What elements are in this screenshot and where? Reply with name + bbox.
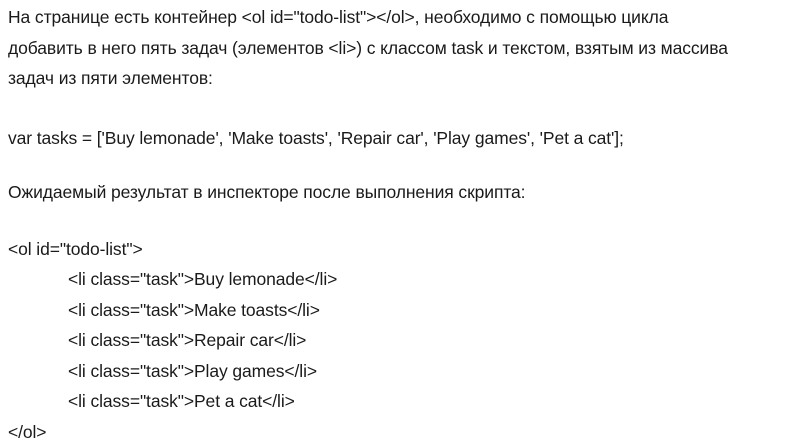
result-list-item: <li class="task">Pet a cat</li> xyxy=(68,391,295,411)
task-description-line-1: На странице есть контейнер <ol id="todo-list"></ol>, необходимо с помощью цикла xyxy=(8,7,669,27)
result-close-tag: </ol> xyxy=(8,422,47,442)
result-list-item: <li class="task">Buy lemonade</li> xyxy=(68,269,338,289)
expected-result-label: Ожидаемый результат в инспекторе после выполнения скрипта: xyxy=(8,182,526,202)
task-description-line-2: добавить в него пять задач (элементов <li>) с классом task и текстом, взятым из массива xyxy=(8,38,728,58)
tasks-array-code: var tasks = ['Buy lemonade', 'Make toasts', 'Repair car', 'Play games', 'Pet a cat']; xyxy=(8,128,624,148)
result-open-tag: <ol id="todo-list"> xyxy=(8,239,143,259)
result-list-item: <li class="task">Play games</li> xyxy=(68,361,317,381)
task-description-line-3: задач из пяти элементов: xyxy=(8,68,213,88)
result-list-item: <li class="task">Make toasts</li> xyxy=(68,300,320,320)
result-list-item: <li class="task">Repair car</li> xyxy=(68,330,307,350)
